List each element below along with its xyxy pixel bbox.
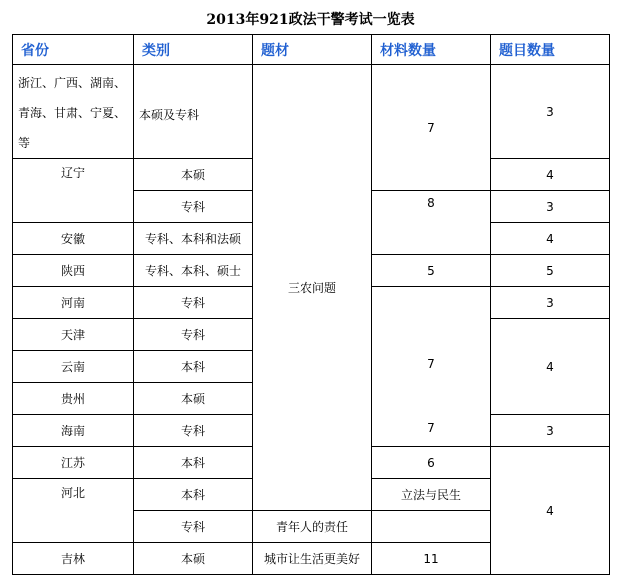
category-cell: 专科、本科和法硕 [134, 223, 253, 255]
page-title: 2013年921政法干警考试一览表 [206, 12, 415, 28]
material-count-cell: 7 [372, 65, 491, 191]
category-cell: 专科 [134, 415, 253, 447]
topic-cell: 立法与民生 [372, 479, 491, 511]
category-cell: 本硕 [134, 543, 253, 575]
header-category: 类别 [134, 35, 253, 65]
question-count-cell: 4 [491, 319, 610, 415]
category-cell: 本硕 [134, 383, 253, 415]
question-count-cell: 4 [491, 447, 610, 575]
material-count-cell: 5 [372, 255, 491, 287]
topic-cell: 城市让生活更美好 [253, 543, 372, 575]
material-count-cell: 6 [372, 447, 491, 479]
header-material-count: 材料数量 [372, 35, 491, 65]
topic-cell: 青年人的责任 [253, 511, 372, 543]
province-cell: 安徽 [13, 223, 134, 255]
category-cell: 专科 [134, 287, 253, 319]
province-cell: 河北 [13, 479, 134, 543]
header-topic: 题材 [253, 35, 372, 65]
category-cell: 本硕 [134, 159, 253, 191]
province-cell: 江苏 [13, 447, 134, 479]
material-count-cell [372, 287, 491, 447]
question-count-cell: 3 [491, 65, 610, 159]
exam-summary-table [12, 34, 610, 575]
province-cell: 贵州 [13, 383, 134, 415]
header-province: 省份 [13, 35, 134, 65]
province-cell: 陕西 [13, 255, 134, 287]
question-count-cell: 4 [491, 159, 610, 191]
category-cell: 专科 [134, 511, 253, 543]
category-cell: 本科 [134, 479, 253, 511]
question-count-cell: 5 [491, 255, 610, 287]
table-row [13, 65, 610, 159]
topic-cell: 三农问题 [253, 65, 372, 511]
province-cell: 云南 [13, 351, 134, 383]
category-cell: 专科 [134, 319, 253, 351]
province-cell: 天津 [13, 319, 134, 351]
category-cell: 本科 [134, 351, 253, 383]
question-count-cell: 3 [491, 191, 610, 223]
header-question-count: 题目数量 [491, 35, 610, 65]
category-cell: 专科 [134, 191, 253, 223]
table-header-row [13, 35, 610, 65]
province-cell: 辽宁 [13, 159, 134, 223]
province-cell: 吉林 [13, 543, 134, 575]
question-count-cell: 3 [491, 287, 610, 319]
category-cell: 本硕及专科 [134, 65, 253, 159]
province-cell: 河南 [13, 287, 134, 319]
material-count-cell: 8 [372, 191, 491, 255]
category-cell: 本科 [134, 447, 253, 479]
material-count-value: 7 [427, 421, 435, 435]
question-count-cell: 3 [491, 415, 610, 447]
province-cell: 浙江、广西、湖南、青海、甘肃、宁夏、等 [13, 65, 134, 159]
question-count-cell: 4 [491, 223, 610, 255]
material-count-value: 7 [427, 357, 435, 371]
province-cell: 海南 [13, 415, 134, 447]
category-cell: 专科、本科、硕士 [134, 255, 253, 287]
material-count-cell: 11 [372, 543, 491, 575]
